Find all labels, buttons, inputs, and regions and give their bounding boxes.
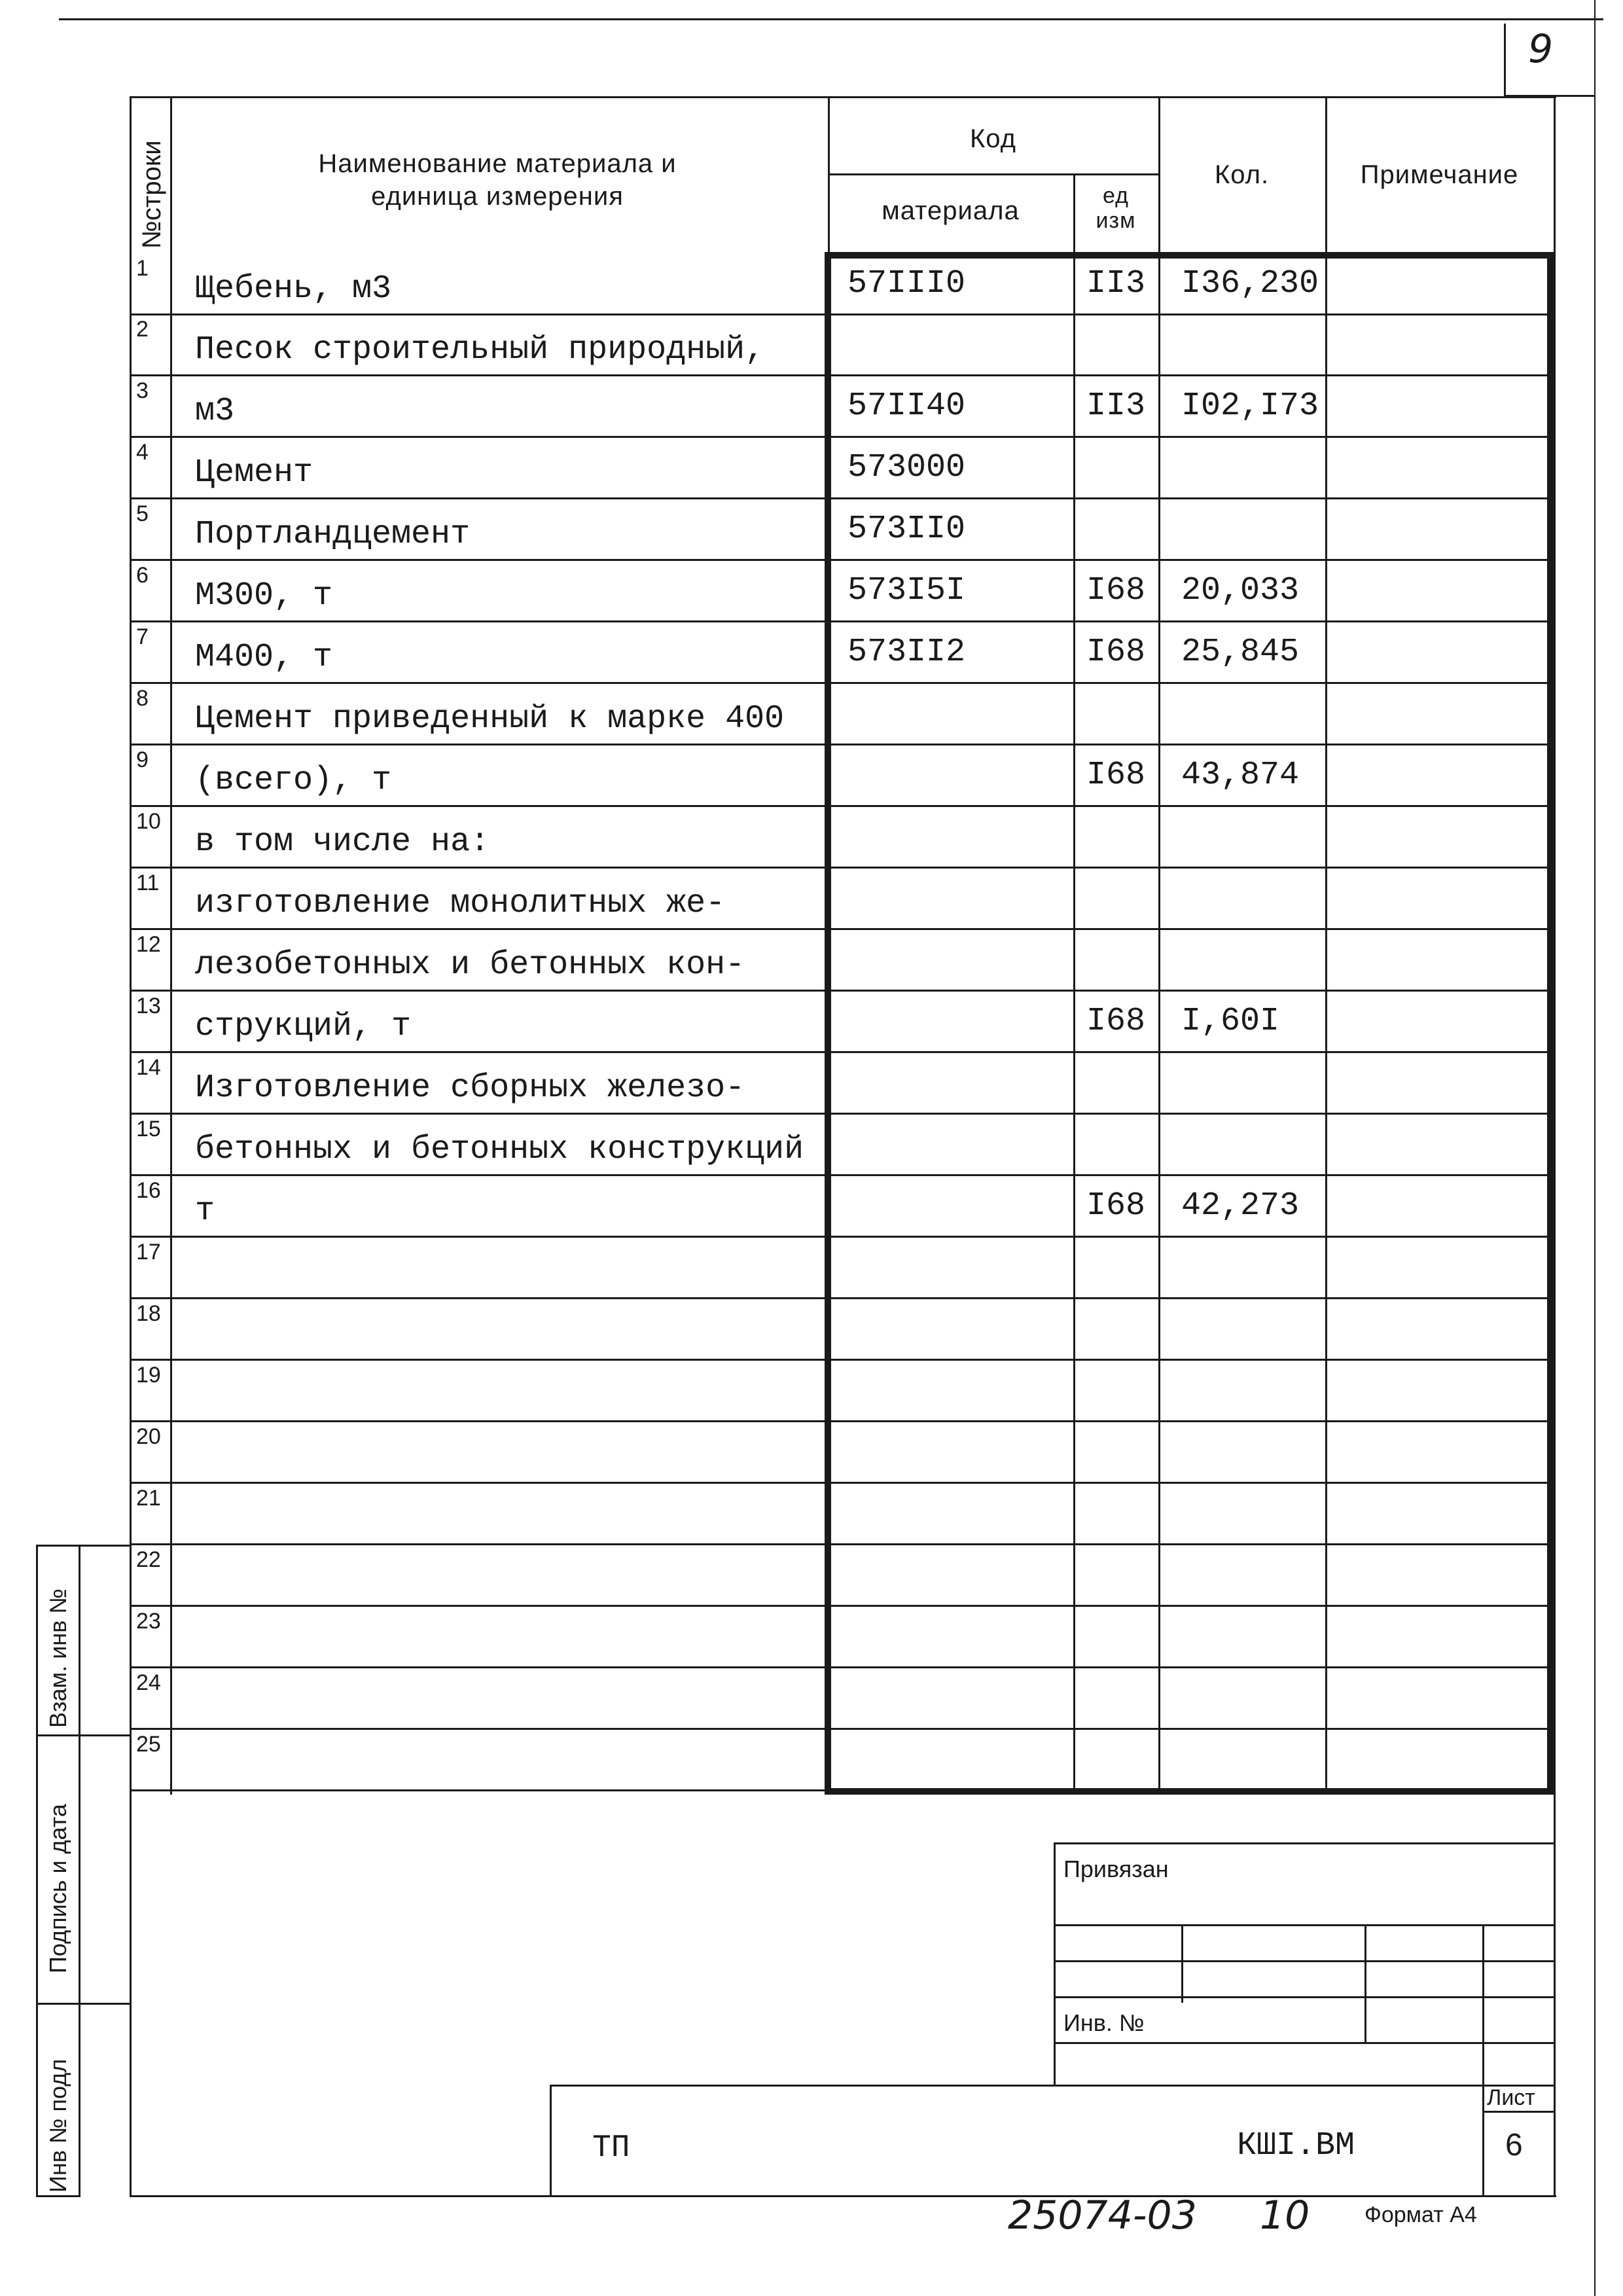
row-separator [130,1482,1554,1484]
podpis-data-stamp: Подпись и дата [45,1804,71,1973]
material-code: 573II0 [847,511,966,548]
document-code: КШI.ВМ [1237,2127,1355,2164]
row-number: 4 [136,440,149,465]
material-name: изготовление монолитных же- [195,885,726,922]
col-sep-qty-note [1325,96,1327,1795]
row-number: 15 [136,1117,161,1141]
side-stamp-mid2 [36,2003,80,2005]
col-sep-unit-qty [1158,96,1160,1795]
material-name: м3 [195,393,235,430]
privyazan-label: Привязан [1063,1856,1169,1882]
titleblock-left [1054,1842,1056,2085]
row-separator [130,1728,1554,1730]
titleblock-col3 [1482,1924,1484,2196]
row-number: 18 [136,1301,161,1326]
titleblock-col1 [1181,1924,1183,2003]
material-name: (всего), т [195,762,392,799]
row-separator [130,1359,1554,1361]
row-separator [130,436,1554,438]
inv-podl-stamp: Инв № подл [45,2058,71,2193]
top-border [59,18,1603,20]
side-stamp-right [79,1545,80,2196]
code-header: Код [969,124,1016,153]
material-name: М400, т [195,639,333,676]
titleblock-col2 [1364,1924,1366,2042]
row-number: 2 [136,317,149,342]
frame-left [130,96,132,2197]
row-separator [130,1174,1554,1176]
row-separator [130,805,1554,807]
material-name: лезобетонных и бетонных кон- [195,946,745,984]
col-sep-code-unit [1073,173,1075,1795]
row-number: 9 [136,747,149,772]
titleblock-line1 [1054,1924,1554,1926]
material-code: 573I5I [847,572,966,609]
unit-code: I68 [1086,757,1146,794]
unit-code: I68 [1086,1187,1146,1225]
vzam-inv-stamp: Взам. инв № [45,1588,71,1728]
row-separator [130,314,1554,315]
side-stamp-mid1 [36,1734,80,1736]
row-separator [130,1420,1554,1422]
material-name: струкций, т [195,1008,412,1045]
row-number: 20 [136,1424,161,1449]
row-number: 24 [136,1670,161,1695]
row-number: 3 [136,378,149,403]
material-name: Щебень, м3 [195,270,392,308]
titleblock-line4 [1054,2042,1554,2044]
row-separator [130,867,1554,869]
tp-label: ТП [592,2130,630,2166]
row-separator [130,1605,1554,1607]
row-separator [130,374,1554,376]
row-number: 16 [136,1178,161,1203]
row-separator [130,928,1554,930]
stamp-left [550,2085,552,2196]
row-separator [130,620,1554,622]
material-name: в том числе на: [195,823,490,861]
side-stamp-sep2 [79,1734,131,1736]
row-number: 21 [136,1486,161,1511]
material-code: 573II2 [847,634,966,671]
row-number: 7 [136,624,149,649]
side-stamp-sep1 [79,1545,131,1547]
row-separator [130,497,1554,499]
note-header: Примечание [1360,160,1519,189]
quantity: I36,230 [1181,265,1319,302]
row-number: 10 [136,809,161,834]
row-number: 8 [136,686,149,711]
row-number: 13 [136,994,161,1018]
unit-code: I68 [1086,1003,1146,1040]
unit-code: II3 [1086,265,1146,302]
row-number: 22 [136,1547,161,1572]
unit-code: II3 [1086,387,1146,425]
format-label: Формат А4 [1364,2202,1477,2227]
page-number-box-left [1504,24,1506,96]
row-separator [130,1543,1554,1545]
unit-code: I68 [1086,634,1146,671]
frame-right [1554,96,1556,2197]
qty-header: Кол. [1214,160,1270,189]
list-label: Лист [1487,2085,1535,2110]
material-code: 57II40 [847,387,966,425]
row-number: 12 [136,932,161,957]
frame-top [130,96,1556,98]
row-separator [130,1666,1554,1668]
material-name: Изготовление сборных железо- [195,1069,745,1107]
row-separator [130,1789,1554,1791]
thick-left [825,252,831,1795]
material-name: бетонных и бетонных конструкций [195,1131,804,1168]
handwritten-page: 10 [1260,2193,1310,2238]
material-name: Песок строительный природный, [195,331,765,368]
row-number: 1 [136,256,149,281]
row-separator [130,1051,1554,1053]
frame-bottom [130,2195,1556,2197]
col-sep-rowno [170,96,172,1795]
right-frame [1594,0,1596,2296]
code-unit-header-1: ед [1102,183,1129,208]
side-stamp-bottom [36,2195,80,2197]
row-no-header: №строки [137,140,166,249]
thick-right [1547,252,1554,1795]
material-name: т [195,1193,215,1230]
quantity: I02,I73 [1181,387,1319,425]
row-separator [130,1297,1554,1299]
row-separator [130,990,1554,992]
quantity: I,60I [1181,1003,1280,1040]
row-number: 19 [136,1363,161,1388]
titleblock-line3 [1054,1996,1554,1998]
material-name: Цемент [195,454,313,492]
name-header-line1: Наименование материала и [318,149,677,178]
material-name: Портландцемент [195,516,471,553]
row-separator [130,1236,1554,1238]
handwritten-doc-number: 25074-03 [1008,2193,1197,2238]
row-number: 17 [136,1240,161,1265]
row-number: 25 [136,1732,161,1757]
row-number: 23 [136,1609,161,1634]
row-number: 11 [136,870,160,895]
row-number: 6 [136,563,149,588]
material-code: 573000 [847,449,966,486]
row-separator [130,744,1554,745]
row-separator [130,682,1554,684]
quantity: 43,874 [1181,757,1300,794]
page-number: 9 [1528,26,1554,72]
row-separator [130,559,1554,561]
list-value: 6 [1505,2128,1523,2162]
code-subheader-line [828,173,1158,175]
list-sep [1482,2111,1554,2113]
quantity: 20,033 [1181,572,1300,609]
side-stamp-top [36,1545,80,1547]
thick-top [825,252,1554,259]
code-unit-header-2: изм [1096,208,1136,233]
side-stamp-outer [36,1545,38,2196]
quantity: 25,845 [1181,634,1300,671]
side-stamp-sep3 [79,2003,131,2005]
name-header-line2: единица измерения [371,182,624,211]
code-material-header: материала [882,196,1020,225]
material-code: 57III0 [847,265,966,302]
row-number: 5 [136,501,149,526]
material-name: М300, т [195,577,333,615]
titleblock-top [1054,1842,1554,1844]
unit-code: I68 [1086,572,1146,609]
inv-no-label: Инв. № [1063,2009,1145,2036]
row-separator [130,1113,1554,1115]
material-name: Цемент приведенный к марке 400 [195,700,785,738]
titleblock-line2 [1054,1960,1554,1962]
stamp-top [550,2085,1554,2087]
quantity: 42,273 [1181,1187,1300,1225]
row-number: 14 [136,1055,161,1080]
